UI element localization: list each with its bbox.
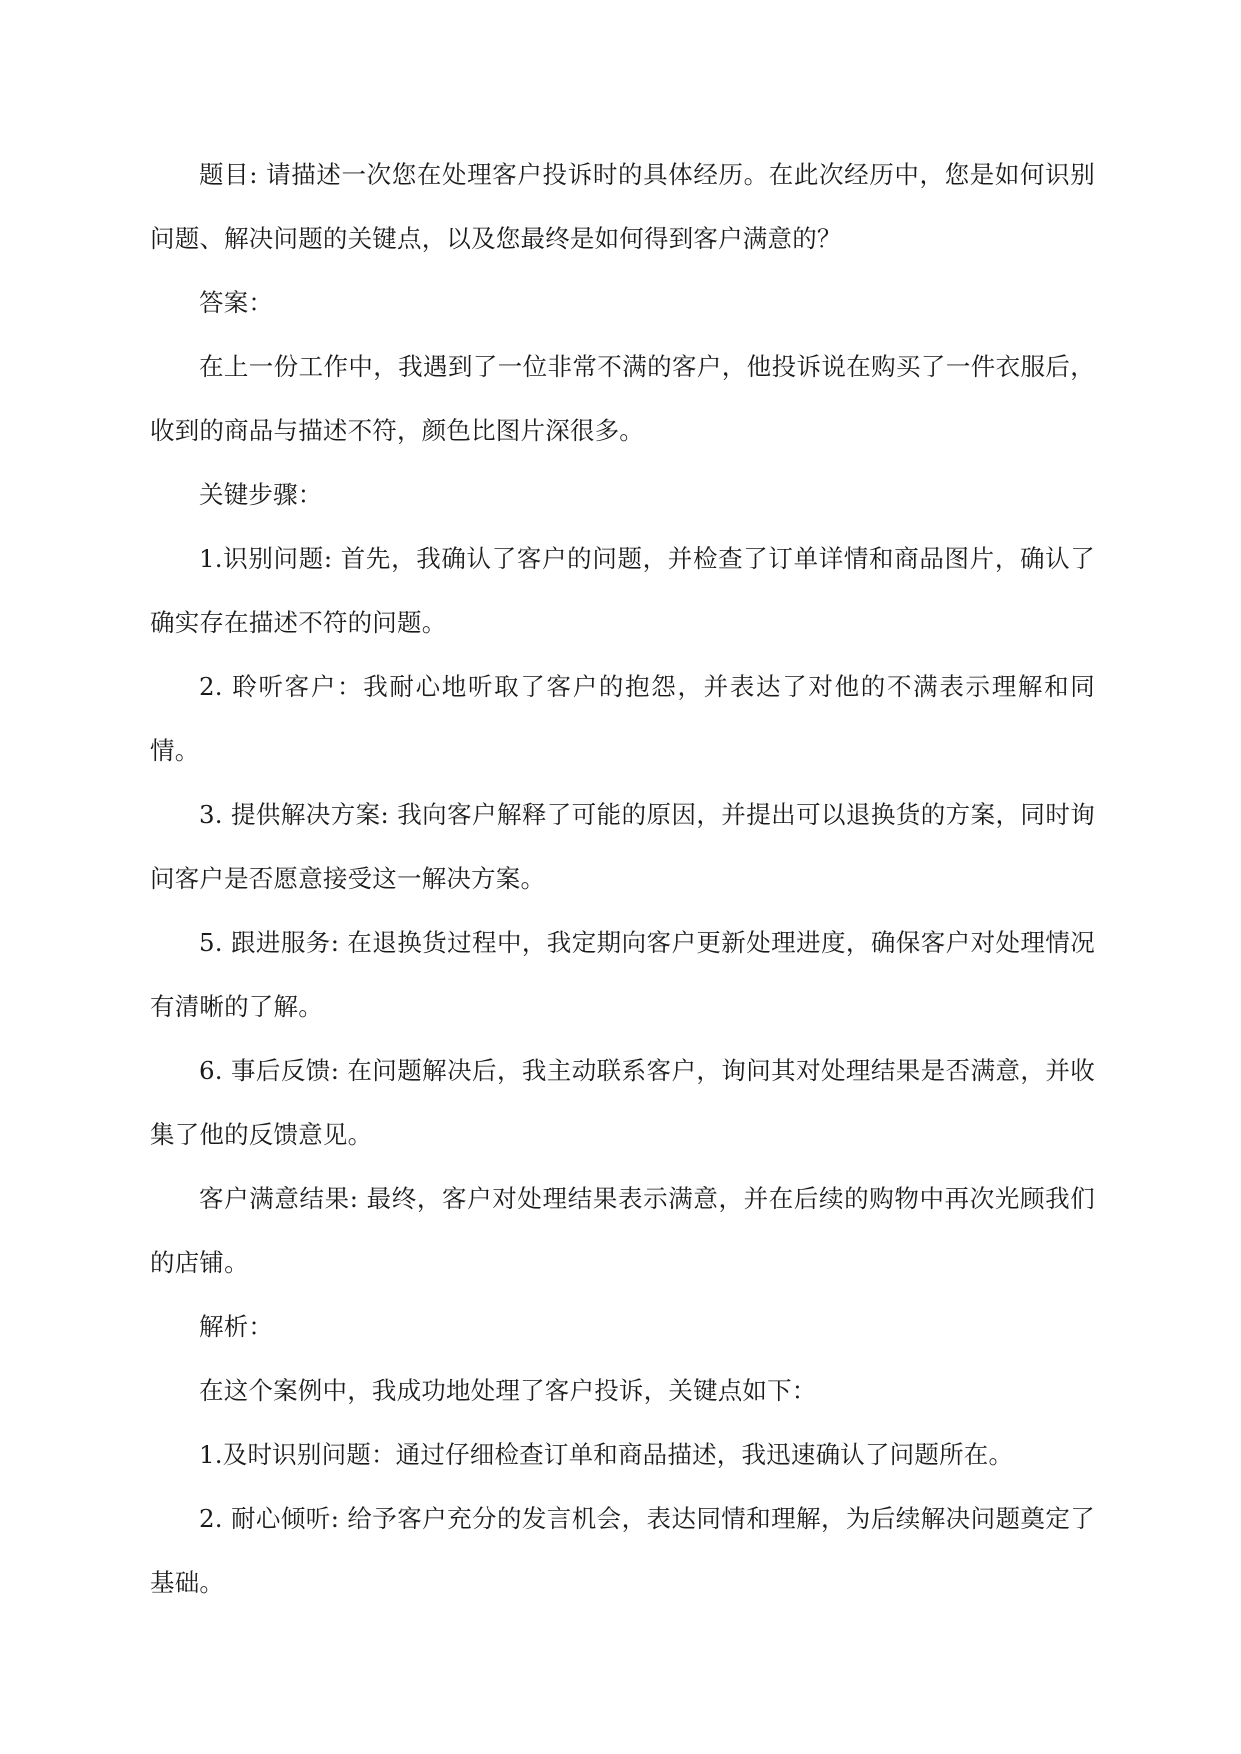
document-body <box>150 143 1095 1615</box>
case-background-paragraph: 在上一份工作中，我遇到了一位非常不满的客户，他投诉说在购买了一件衣服后，收到的商品与描述不符，颜色比图片深很多。 <box>150 352 1095 445</box>
analysis-intro: 在这个案例中，我成功地处理了客户投诉，关键点如下： <box>199 1376 817 1405</box>
analysis-heading: 解析： <box>199 1312 274 1341</box>
customer-satisfaction-result: 客户满意结果: 最终，客户对处理结果表示满意，并在后续的购物中再次光顾我们的店铺。 <box>150 1184 1095 1277</box>
step-follow-up: 5. 跟进服务: 在退换货过程中，我定期向客户更新处理进度，确保客户对处理情况有清晰的了解。 <box>150 928 1095 1021</box>
step-listen-customer: 2. 聆听客户：我耐心地听取了客户的抱怨，并表达了对他的不满表示理解和同情。 <box>150 672 1095 765</box>
answer-heading: 答案： <box>199 288 274 317</box>
key-steps-heading: 关键步骤： <box>199 480 323 509</box>
step-identify-problem: 1.识别问题: 首先，我确认了客户的问题，并检查了订单详情和商品图片，确认了确实存在描述不符的问题。 <box>150 544 1095 637</box>
analysis-point-identify: 1.及时识别问题：通过仔细检查订单和商品描述，我迅速确认了问题所在。 <box>199 1440 1014 1469</box>
step-provide-solution: 3. 提供解决方案: 我向客户解释了可能的原因，并提出可以退换货的方案，同时询问客户是否愿意接受这一解决方案。 <box>150 800 1095 893</box>
analysis-point-listen: 2. 耐心倾听: 给予客户充分的发言机会，表达同情和理解，为后续解决问题奠定了基础。 <box>150 1504 1095 1597</box>
step-feedback: 6. 事后反馈: 在问题解决后，我主动联系客户，询问其对处理结果是否满意，并收集了他的反馈意见。 <box>150 1056 1095 1149</box>
question-paragraph: 题目: 请描述一次您在处理客户投诉时的具体经历。在此次经历中，您是如何识别问题、解决问题的关键点，以及您最终是如何得到客户满意的？ <box>150 160 1095 253</box>
